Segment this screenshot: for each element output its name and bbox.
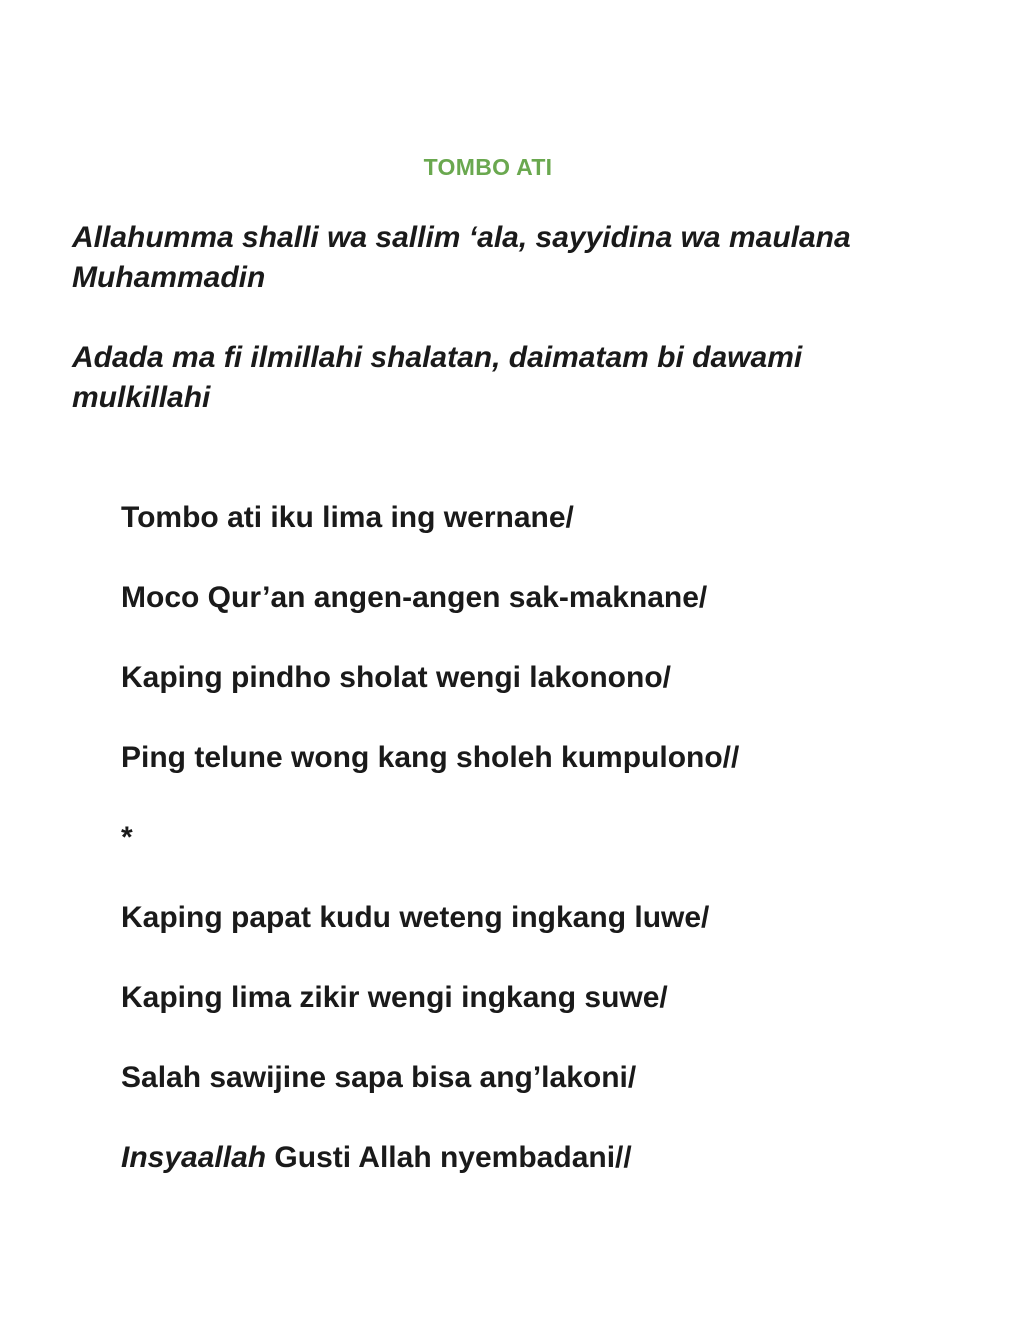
verse-line: Tombo ati iku lima ing wernane/ bbox=[121, 501, 574, 534]
document-title: TOMBO ATI bbox=[423, 154, 553, 180]
verse-italic-word: Insyaallah bbox=[121, 1141, 267, 1174]
verse-separator: * bbox=[121, 821, 133, 854]
verse-rest: Gusti Allah nyembadani// bbox=[266, 1141, 632, 1174]
verse-line: Kaping pindho sholat wengi lakonono/ bbox=[121, 661, 671, 694]
intro-prayer-line-1: Allahumma shalli wa sallim ‘ala, sayyidina wa maulana Muhammadin bbox=[72, 221, 851, 294]
verse-line: Moco Qur’an angen-angen sak-maknane/ bbox=[121, 581, 708, 614]
intro-prayer-line-2: Adada ma fi ilmillahi shalatan, daimatam bi dawami mulkillahi bbox=[72, 341, 803, 414]
verse-line: Ping telune wong kang sholeh kumpulono// bbox=[121, 741, 740, 774]
verse-line: Salah sawijine sapa bisa ang’lakoni/ bbox=[121, 1061, 637, 1094]
verse-line: Kaping lima zikir wengi ingkang suwe/ bbox=[121, 981, 668, 1014]
verse-line: Kaping papat kudu weteng ingkang luwe/ bbox=[121, 901, 710, 934]
verse-line-final bbox=[121, 1138, 632, 1178]
